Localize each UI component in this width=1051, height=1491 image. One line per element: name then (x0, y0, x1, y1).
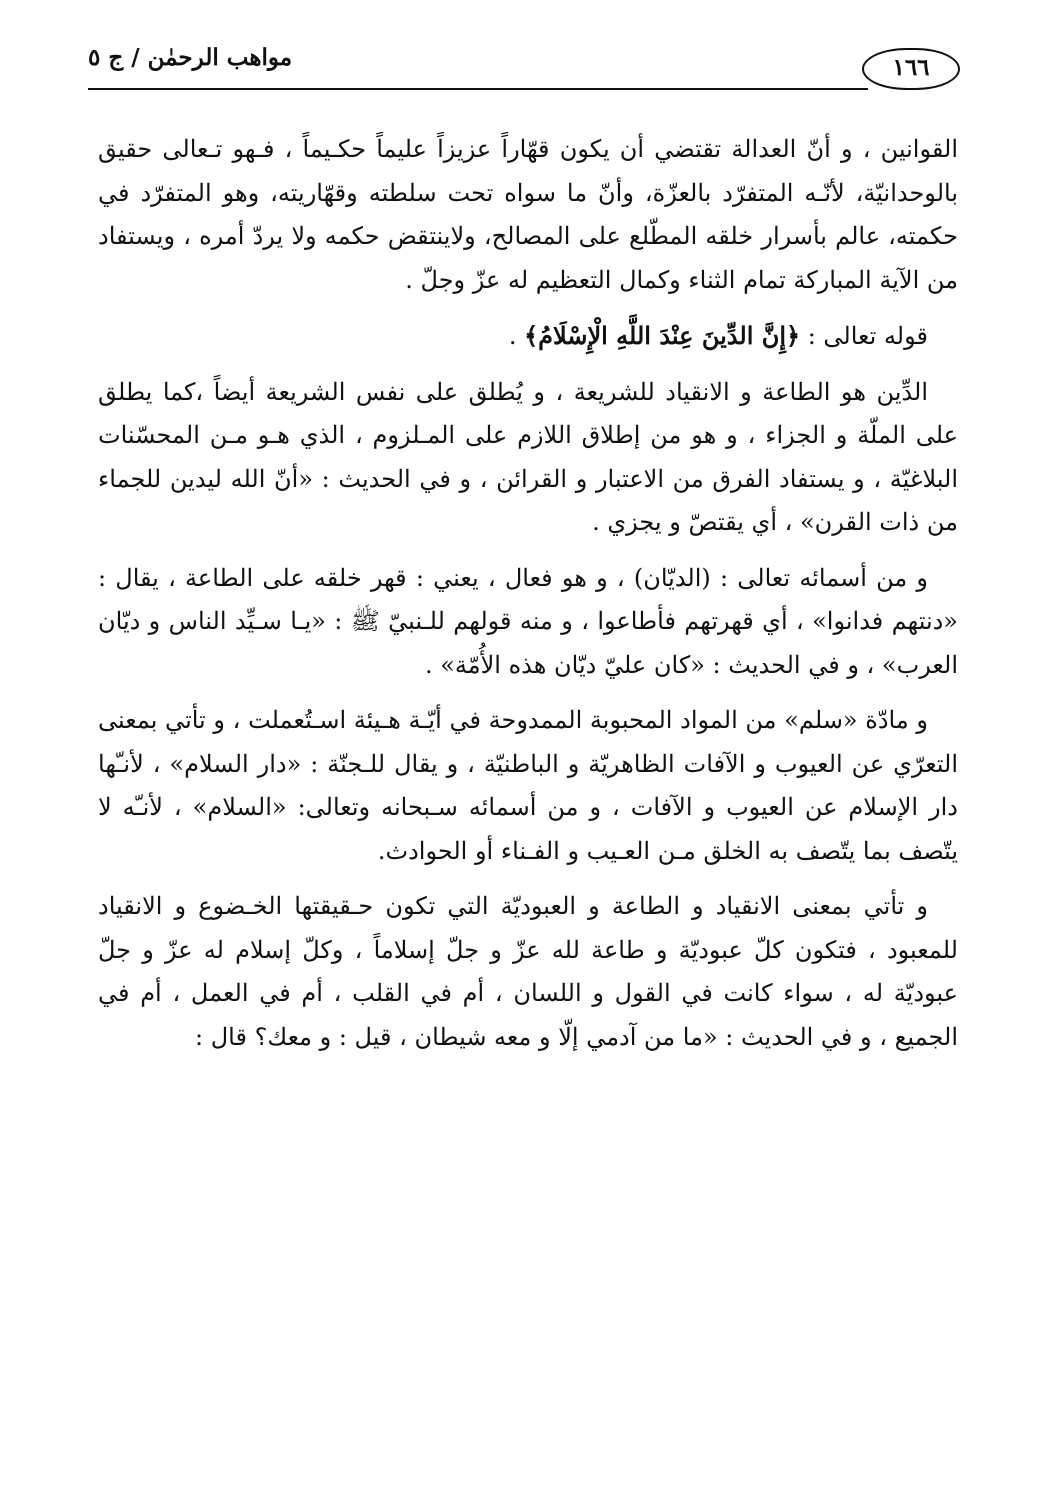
page-number: ١٦٦ (862, 48, 960, 90)
verse-prefix: قوله تعالى : (800, 322, 928, 350)
paragraph: و مادّة «سلم» من المواد المحبوبة الممدوحة في أيّـة هـيئة اسـتُعملت ، و تأتي بمعنى التعرّي عن العيوب و الآفات الظاهريّة و الباطنيّة ، و يقال للـجنّة : «دار السلام» ، لأنـّها دار الإسلام عن العيوب و الآفات ، و من أسمائه سـبحانه وتعالى: «السلام» ، لأنـّه لا يتّصف بما يتّصف به الخلق مـن العـيب و الفـناء أو الحوادث. (98, 706, 958, 865)
body-text (98, 128, 958, 1071)
book-title: مواهب الرحمٰن / ج ٥ (88, 44, 293, 71)
quran-verse: ﴿إِنَّ الدِّينَ عِنْدَ اللَّهِ الْإِسْلَامُ﴾ (524, 321, 801, 350)
header-rule (88, 88, 868, 90)
verse-suffix: . (508, 322, 525, 350)
paragraph: الدِّين هو الطاعة و الانقياد للشريعة ، و يُطلق على نفس الشريعة أيضاً ،كما يطلق على الملّة و الجزاء ، و هو من إطلاق اللازم على المـلزوم ، الذي هـو مـن المحسّنات البلاغيّة ، و يستفاد الفرق من الاعتبار و القرائن ، و في الحديث : «أنّ الله ليدين للجماء من ذات القرن» ، أي يقتصّ و يجزي . (98, 377, 958, 536)
paragraph: القوانين ، و أنّ العدالة تقتضي أن يكون قهّاراً عزيزاً عليماً حكـيماً ، فـهو تـعالى حقيق بالوحدانيّة، لأنّـه المتفرّد بالعزّة، وأنّ ما سواه تحت سلطته وقهّاريته، وهو المتفرّد في حكمته، عالم بأسرار خلقه المطّلع على المصالح، ولاينتقض حكمه ولا يردّ أمره ، ويستفاد من الآية المباركة تمام الثناء وكمال التعظيم له عزّ وجلّ . (98, 135, 958, 294)
paragraph: و من أسمائه تعالى : (الديّان) ، و هو فعال ، يعني : قهر خلقه على الطاعة ، يقال : «دنتهم فدانوا» ، أي قهرتهم فأطاعوا ، و منه قولهم للـنبيّ ﷺ : «يـا سـيِّد الناس و ديّان العرب» ، و في الحديث : «كان عليّ ديّان هذه الأُمّة» . (98, 563, 958, 679)
paragraph: و تأتي بمعنى الانقياد و الطاعة و العبوديّة التي تكون حـقيقتها الخـضوع و الانقياد للمعبود ، فتكون كلّ عبوديّة و طاعة لله عزّ و جلّ إسلاماً ، وكلّ إسلام له عزّ و جلّ عبوديّة له ، سواء كانت في القول و اللسان ، أم في القلب ، أم في العمل ، أم في الجميع ، و في الحديث : «ما من آدمي إلّا و معه شيطان ، قيل : و معك؟ قال : (98, 892, 958, 1051)
running-head (88, 30, 960, 88)
verse-line (98, 314, 958, 359)
